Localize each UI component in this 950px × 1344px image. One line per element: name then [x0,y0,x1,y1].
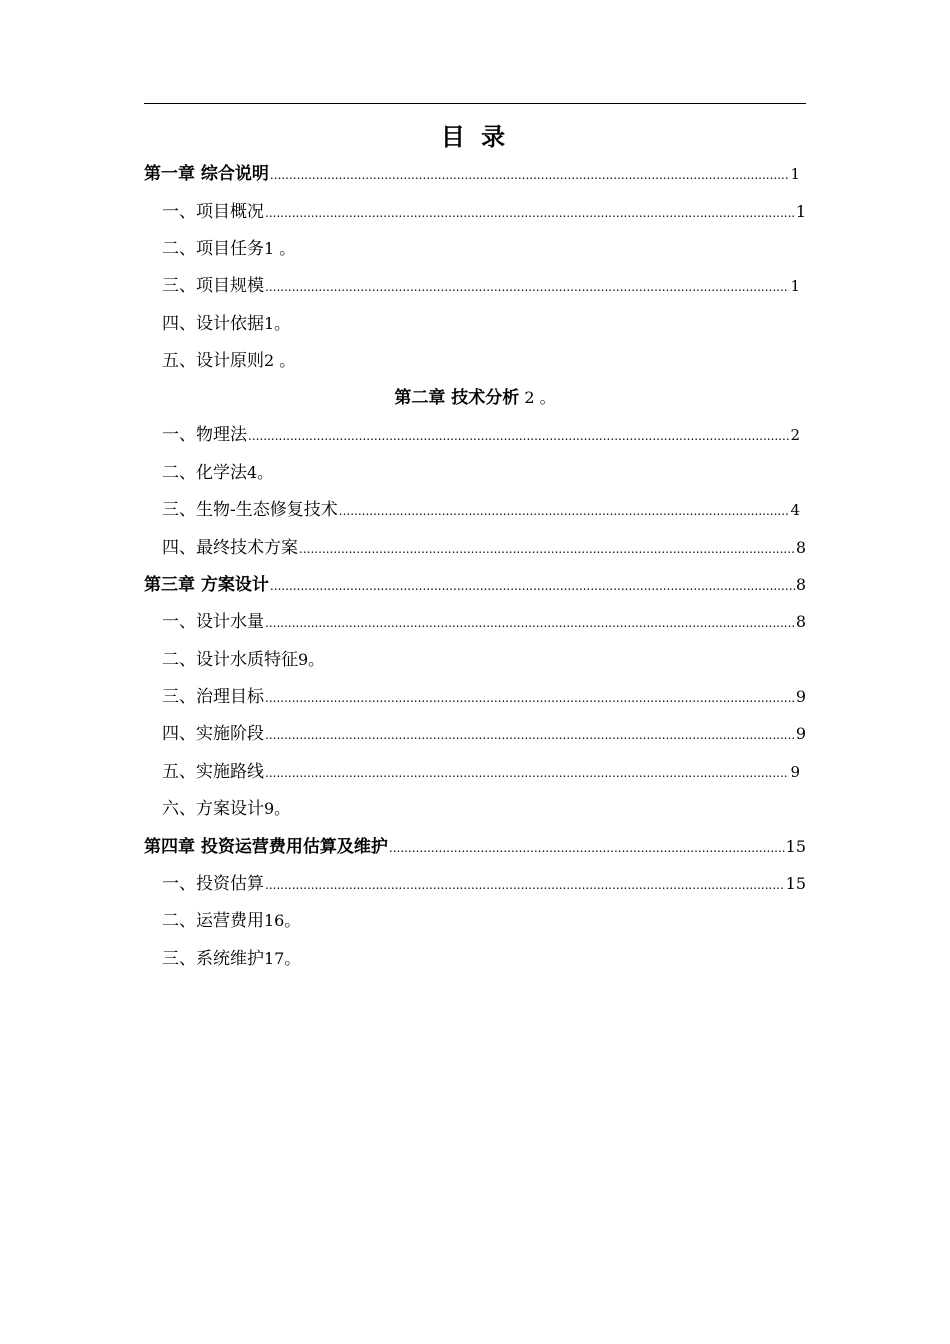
toc-entry-1-4[interactable] [162,310,290,338]
toc-leader-dots [270,572,795,600]
toc-entry-label: 四、实施阶段 [162,724,264,744]
toc-entry-page: 9 [795,724,806,743]
toc-entry-page: 2 。 [519,388,556,407]
toc-leader-dots [265,609,795,637]
toc-leader-dots [270,161,790,189]
toc-entry-label: 第三章 方案设计 [144,575,269,595]
toc-leader-dots [389,834,785,862]
toc-entry-label: 一、项目概况 [162,202,264,222]
toc-entry-page: 9。 [298,650,325,669]
toc-leader-dots [265,273,789,301]
toc-entry-label: 二、化学法 [162,463,247,483]
toc-entry-page: 15 [785,837,806,856]
toc-leader-dots [265,684,795,712]
toc-entry-page: 4。 [247,463,274,482]
toc-leader-dots [299,535,795,563]
toc-entry-3-2[interactable] [162,646,324,674]
toc-entry-label: 二、设计水质特征 [162,650,298,670]
toc-entry-page: 17。 [264,949,301,968]
toc-entry-label: 六、方案设计 [162,799,264,819]
toc-entry-page: 2 [790,426,800,444]
toc-title: 目 录 [440,122,510,151]
toc-entry-label: 四、设计依据 [162,314,264,334]
toc-entry-chapter-4[interactable] [144,833,806,861]
toc-entry-chapter-3[interactable] [144,571,806,599]
toc-entry-label: 三、生物-生态修复技术 [162,500,338,520]
toc-entry-4-3[interactable] [162,945,300,973]
toc-leader-dots [265,759,789,787]
header-rule [144,103,806,104]
toc-entry-label: 第一章 综合说明 [144,164,269,184]
toc-entry-label: 一、设计水量 [162,612,264,632]
toc-entry-page: 1 [790,277,800,295]
toc-leader-dots [265,199,795,227]
toc-entry-2-3[interactable] [162,496,806,524]
toc-entry-label: 五、实施路线 [162,762,264,782]
toc-entry-2-4[interactable] [162,534,806,562]
toc-entry-3-3[interactable] [162,683,806,711]
toc-entry-page: 16。 [264,911,301,930]
toc-entry-label: 二、运营费用 [162,911,264,931]
toc-entry-page: 8 [795,538,806,557]
toc-entry-page: 9 [790,763,800,781]
toc-entry-label: 一、投资估算 [162,874,264,894]
toc-entry-label: 第二章 技术分析 [394,388,520,408]
toc-entry-page: 9。 [264,799,291,818]
toc-entry-1-2[interactable] [162,235,295,263]
toc-entry-label: 三、治理目标 [162,687,264,707]
toc-entry-4-2[interactable] [162,907,300,935]
toc-entry-page: 9 [795,687,806,706]
toc-entry-page: 8 [795,612,806,631]
toc-leader-dots [248,422,789,450]
toc-entry-3-6[interactable] [162,795,290,823]
toc-entry-1-1[interactable] [162,198,806,226]
toc-leader-dots [265,871,785,899]
toc-entry-page: 1 [795,202,806,221]
toc-entry-3-4[interactable] [162,720,806,748]
toc-entry-page: 4 [790,501,800,519]
toc-entry-label: 二、项目任务 [162,239,264,259]
toc-entry-chapter-1[interactable] [144,160,806,188]
toc-entry-3-5[interactable] [162,758,806,786]
toc-entry-page: 1 [790,165,800,183]
toc-leader-dots [339,497,790,525]
toc-entry-page: 2 。 [264,351,296,370]
toc-entry-label: 一、物理法 [162,425,247,445]
toc-entry-2-2[interactable] [162,459,273,487]
toc-entry-chapter-2[interactable] [0,384,950,412]
toc-entry-label: 第四章 投资运营费用估算及维护 [144,837,388,857]
toc-entry-1-5[interactable] [162,347,295,375]
toc-entry-page: 1。 [264,314,291,333]
toc-entry-label: 五、设计原则 [162,351,264,371]
toc-entry-1-3[interactable] [162,272,806,300]
toc-entry-label: 四、最终技术方案 [162,538,298,558]
toc-entry-label: 三、系统维护 [162,949,264,969]
toc-entry-label: 三、项目规模 [162,276,264,296]
toc-entry-4-1[interactable] [162,870,806,898]
toc-leader-dots [265,721,795,749]
toc-entry-page: 15 [785,874,806,893]
toc-entry-3-1[interactable] [162,608,806,636]
toc-entry-page: 8 [795,575,806,594]
toc-entry-2-1[interactable] [162,421,806,449]
toc-entry-page: 1 。 [264,239,296,258]
